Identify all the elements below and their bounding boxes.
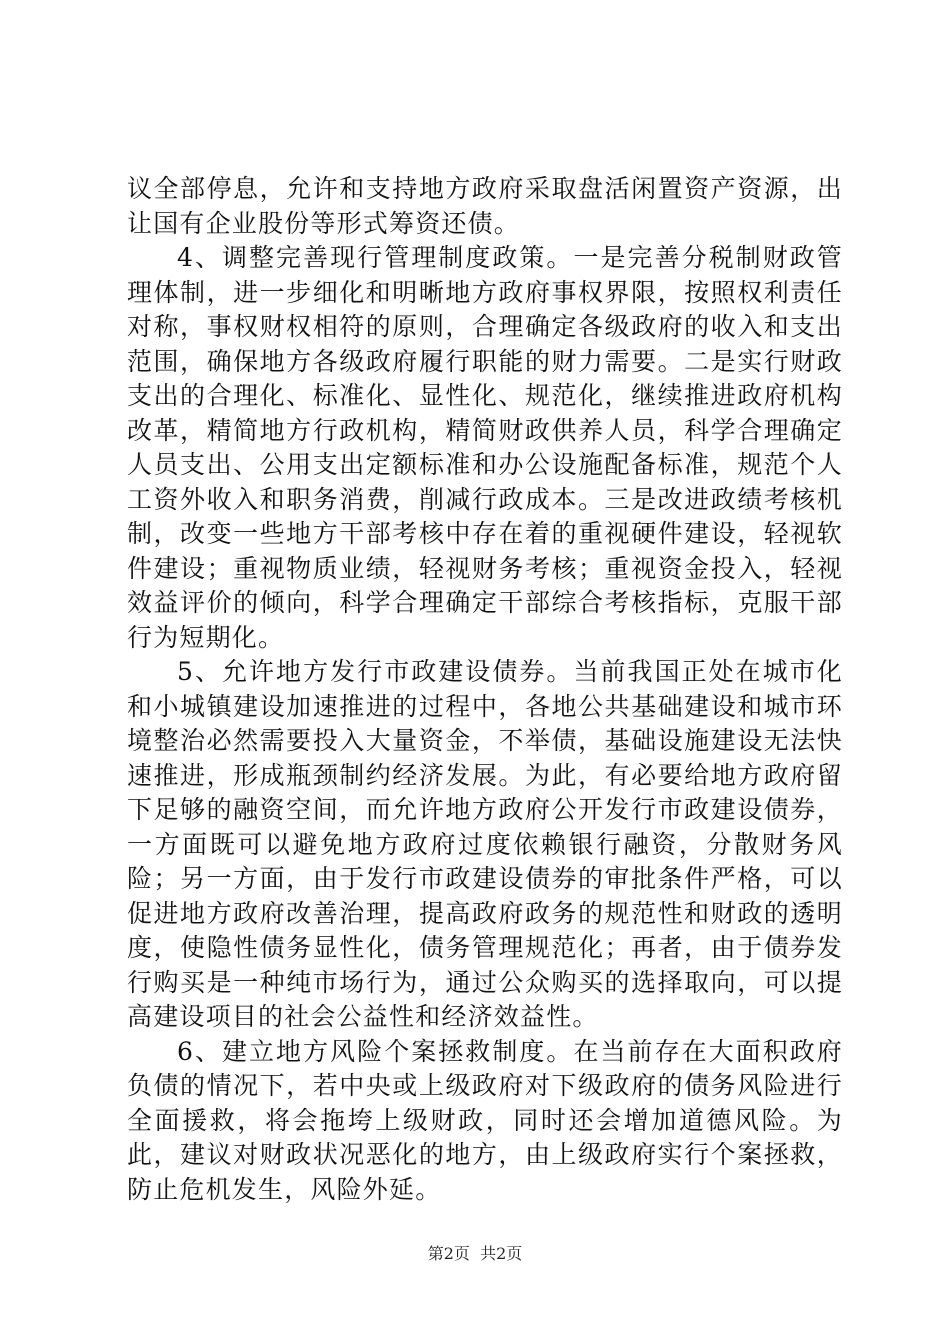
paragraph-continuation: 议全部停息，允许和支持地方政府采取盘活闲置资产资源，出让国有企业股份等形式筹资还债。 [127, 174, 843, 238]
page-footer [0, 1244, 950, 1264]
paragraph-item-5: 5、允许地方发行市政建设债券。当前我国正处在城市化和小城镇建设加速推进的过程中，各地公共基础建设和城市环境整治必然需要投入大量资金，不举债，基础设施建设无法快速推进，形成瓶颈制约经济发展。为此，有必要给地方政府留下足够的融资空间，而允许地方政府公开发行市政建设债券，一方面既可以避免地方政府过度依赖银行融资，分散财务风险；另一方面，由于发行市政建设债券的审批条件严格，可以促进地方政府改善治理，提高政府政务的规范性和财政的透明度，使隐性债务显性化，债务管理规范化；再者，由于债券发行购买是一种纯市场行为，通过公众购买的选择取向，可以提高建设项目的社会公益性和经济效益性。 [127, 657, 843, 1031]
document-body [127, 172, 843, 1207]
page-number: 第2页 [427, 1244, 470, 1263]
page-total: 共2页 [480, 1244, 523, 1263]
footer-spacer [470, 1244, 480, 1263]
paragraph-item-6: 6、建立地方风险个案拯救制度。在当前存在大面积政府负债的情况下，若中央或上级政府对下级政府的债务风险进行全面援救，将会拖垮上级财政，同时还会增加道德风险。为此，建议对财政状况恶化的地方，由上级政府实行个案拯救，防止危机发生，风险外延。 [127, 1036, 843, 1204]
paragraph-item-4: 4、调整完善现行管理制度政策。一是完善分税制财政管理体制，进一步细化和明晰地方政府事权界限，按照权利责任对称，事权财权相符的原则，合理确定各级政府的收入和支出范围，确保地方各级政府履行职能的财力需要。二是实行财政支出的合理化、标准化、显性化、规范化，继续推进政府机构改革，精简地方行政机构，精简财政供养人员，科学合理确定人员支出、公用支出定额标准和办公设施配备标准，规范个人工资外收入和职务消费，削减行政成本。三是改进政绩考核机制，改变一些地方干部考核中存在着的重视硬件建设，轻视软件建设；重视物质业绩，轻视财务考核；重视资金投入，轻视效益评价的倾向，科学合理确定干部综合考核指标，克服干部行为短期化。 [127, 243, 843, 652]
